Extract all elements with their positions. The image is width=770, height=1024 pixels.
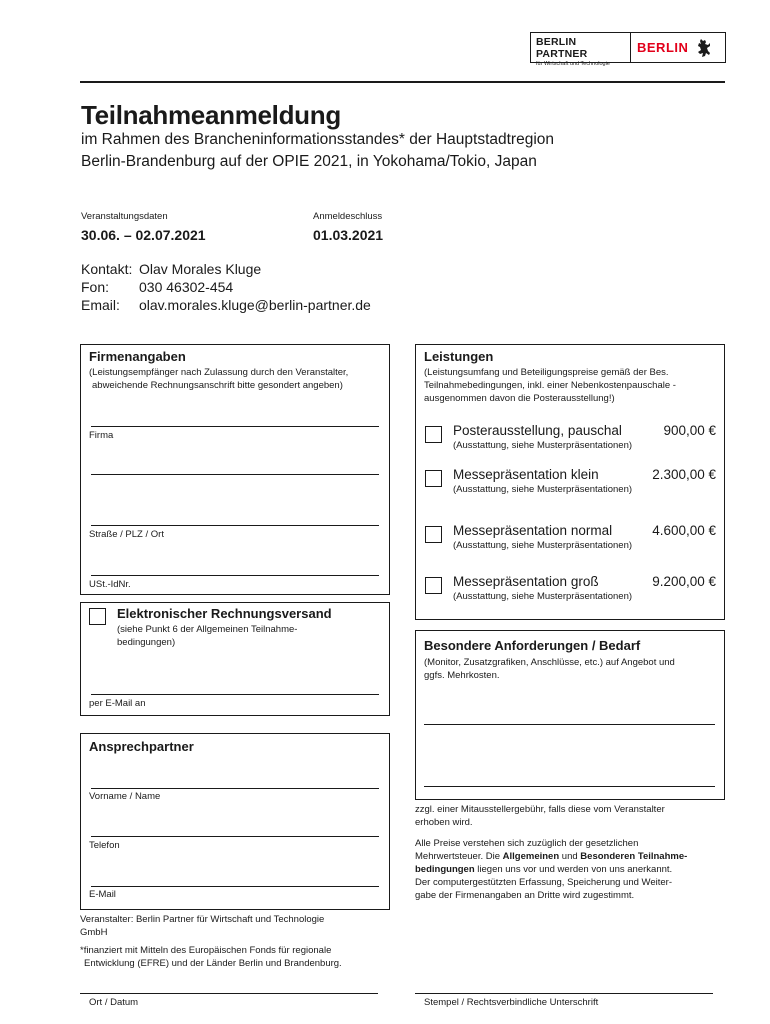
special-requirements-note-line2: ggfs. Mehrkosten. [424, 670, 500, 681]
option-large-name: Messepräsentation groß [453, 574, 599, 589]
company-details-note-line2: abweichende Rechnungsanschrift bitte gesondert angeben) [92, 380, 343, 391]
e-invoice-title: Elektronischer Rechnungsversand [117, 606, 332, 621]
terms-line5: gabe der Firmenangaben an Dritte wird zugestimmt. [415, 890, 635, 901]
invoice-email-field[interactable] [91, 694, 379, 695]
option-poster-checkbox[interactable] [425, 426, 442, 443]
terms-special-link-cont: bedingungen [415, 864, 475, 875]
efre-note [80, 944, 390, 970]
company-name-label: Firma [89, 430, 114, 441]
event-date-value: 30.06. – 02.07.2021 [81, 227, 206, 243]
services-note-line1: (Leistungsumfang und Beteiligungspreise gemäß der Bes. [424, 367, 669, 378]
contact-phone-field[interactable] [91, 836, 379, 837]
special-requirements-note-line1: (Monitor, Zusatzgrafiken, Anschlüsse, etc.) auf Angebot und [424, 657, 675, 668]
option-small-sub: (Ausstattung, siehe Musterpräsentationen) [453, 484, 633, 495]
phone-label: Fon: [81, 279, 110, 295]
page-subtitle-line1: im Rahmen des Brancheninformationsstandes* der Hauptstadtregion [81, 131, 555, 148]
deadline-label: Anmeldeschluss [313, 211, 383, 222]
logo-subtitle: für Wirtschaft und Technologie [536, 61, 610, 67]
company-name-field[interactable] [91, 426, 379, 427]
logo-text-block [531, 33, 631, 67]
organizer-note [80, 913, 390, 939]
special-requirements-title: Besondere Anforderungen / Bedarf [424, 638, 641, 653]
terms-line2 [415, 850, 726, 863]
deadline-value: 01.03.2021 [313, 227, 384, 243]
terms-line2-text: Mehrwertsteuer. Die [415, 851, 503, 862]
option-normal-checkbox[interactable] [425, 526, 442, 543]
address-field[interactable] [91, 525, 379, 526]
services-note-line3: ausgenommen davon die Posterausstellung!) [424, 393, 615, 404]
option-normal-sub: (Ausstattung, siehe Musterpräsentationen) [453, 540, 633, 551]
terms-line1: Alle Preise verstehen sich zuzüglich der gesetzlichen [415, 838, 639, 849]
e-invoice-checkbox[interactable] [89, 608, 106, 625]
contact-person-title: Ansprechpartner [89, 739, 194, 754]
special-requirements-field-1[interactable] [424, 724, 715, 725]
co-exhibitor-note-line1: zzgl. einer Mitausstellergebühr, falls diese vom Veranstalter [415, 804, 665, 815]
option-normal-price: 4.600,00 € [652, 523, 716, 538]
place-date-field[interactable] [80, 993, 378, 994]
terms-line2-and: und [559, 851, 581, 862]
vat-id-field[interactable] [91, 575, 379, 576]
invoice-email-label: per E-Mail an [89, 698, 146, 709]
option-poster-name: Posterausstellung, pauschal [453, 423, 622, 438]
option-small-checkbox[interactable] [425, 470, 442, 487]
organizer-note-line1: Veranstalter: Berlin Partner für Wirtschaft und Technologie [80, 914, 325, 925]
efre-note-line2: Entwicklung (EFRE) und der Länder Berlin und Brandenburg. [84, 958, 342, 969]
page-title: Teilnahmeanmeldung [81, 100, 341, 130]
option-poster-price: 900,00 € [663, 423, 716, 438]
email-label: Email: [81, 297, 120, 313]
company-details-note-line1: (Leistungsempfänger nach Zulassung durch den Veranstalter, [89, 367, 349, 378]
organizer-note-line2: GmbH [80, 927, 108, 938]
address-label: Straße / PLZ / Ort [89, 529, 164, 540]
company-details-title: Firmenangaben [89, 349, 186, 364]
event-date-label: Veranstaltungsdaten [81, 211, 168, 222]
services-note-line2: Teilnahmebedingungen, inkl. einer Nebenkostenpauschale - [424, 380, 676, 391]
option-small-price: 2.300,00 € [652, 467, 716, 482]
page-subtitle-line2: Berlin-Brandenburg auf der OPIE 2021, in Yokohama/Tokio, Japan [81, 153, 537, 170]
berlin-partner-logo [530, 32, 726, 67]
contact-email-field[interactable] [91, 886, 379, 887]
option-normal-name: Messepräsentation normal [453, 523, 613, 538]
phone-value: 030 46302-454 [139, 279, 234, 295]
e-invoice-note-line1: (siehe Punkt 6 der Allgemeinen Teilnahme- [117, 624, 298, 635]
signature-field[interactable] [415, 993, 713, 994]
vat-id-label: USt.-IdNr. [89, 579, 131, 590]
logo-berlin-text: BERLIN [637, 40, 689, 55]
header-divider [80, 81, 725, 83]
e-invoice-note-line2: bedingungen) [117, 637, 176, 648]
terms-special-link: Besonderen Teilnahme- [580, 851, 688, 862]
email-value[interactable]: olav.morales.kluge@berlin-partner.de [139, 297, 371, 313]
contact-name-field[interactable] [91, 788, 379, 789]
terms-general-link: Allgemeinen [502, 851, 560, 862]
place-date-label: Ort / Datum [89, 997, 139, 1008]
contact-name-label: Vorname / Name [89, 791, 161, 802]
option-small-name: Messepräsentation klein [453, 467, 599, 482]
option-large-price: 9.200,00 € [652, 574, 716, 589]
logo-title: BERLIN PARTNER [536, 36, 588, 60]
contact-email-label: E-Mail [89, 889, 116, 900]
terms-line4: Der computergestützten Erfassung, Speicherung und Weiter- [415, 877, 672, 888]
logo-berlin-block [631, 33, 725, 62]
signature-label: Stempel / Rechtsverbindliche Unterschrift [424, 997, 599, 1008]
co-exhibitor-note [415, 803, 726, 829]
contact-value: Olav Morales Kluge [139, 261, 262, 277]
company-extra-field[interactable] [91, 474, 379, 475]
special-requirements-field-2[interactable] [424, 786, 715, 787]
option-large-sub: (Ausstattung, siehe Musterpräsentationen) [453, 591, 633, 602]
co-exhibitor-note-line2: erhoben wird. [415, 817, 473, 828]
berlin-bear-icon [697, 38, 711, 58]
services-title: Leistungen [424, 349, 494, 364]
contact-phone-label: Telefon [89, 840, 120, 851]
terms-paragraph [415, 837, 726, 902]
terms-line3 [415, 863, 726, 876]
efre-note-line1: *finanziert mit Mitteln des Europäischen Fonds für regionale [80, 945, 332, 956]
option-poster-sub: (Ausstattung, siehe Musterpräsentationen) [453, 440, 633, 451]
contact-person-box [80, 733, 390, 910]
contact-label: Kontakt: [81, 261, 133, 277]
option-large-checkbox[interactable] [425, 577, 442, 594]
terms-line3-text: liegen uns vor und werden von uns anerkannt. [474, 864, 673, 875]
